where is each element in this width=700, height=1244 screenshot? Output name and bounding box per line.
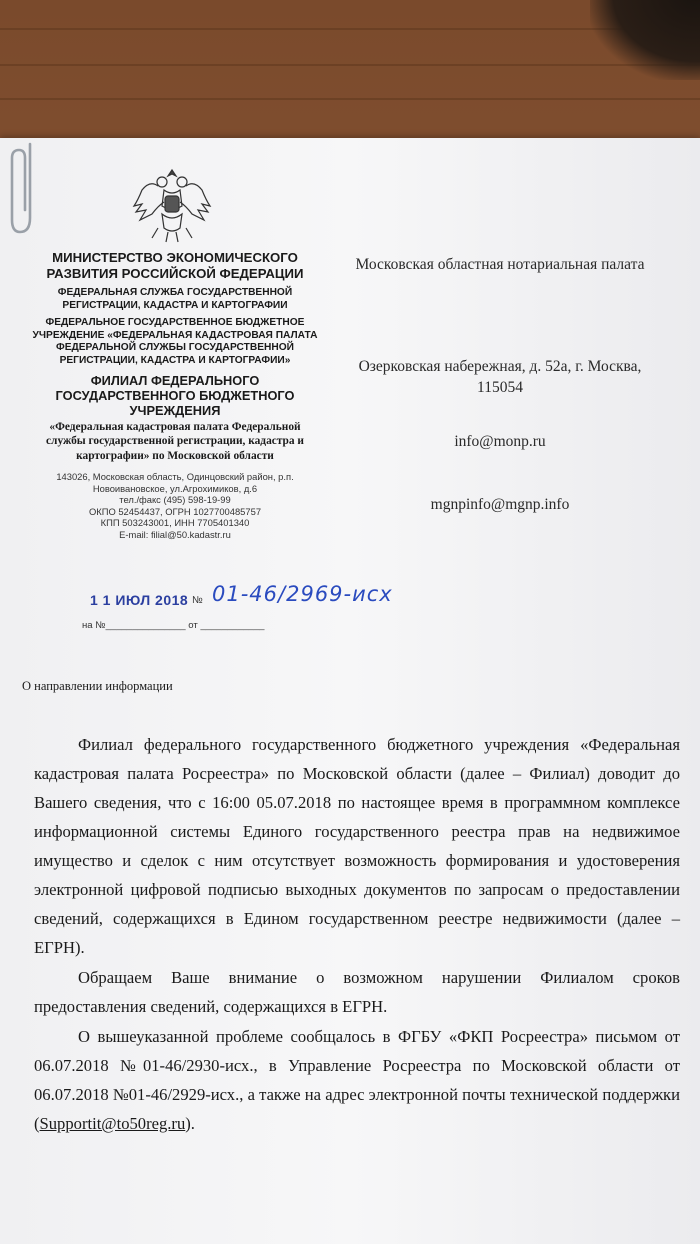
letterhead [30,250,320,541]
letter-body [34,730,680,1138]
recipient-name: Московская областная нотариальная палата [355,256,645,273]
recipient-email-1: info@monp.ru [454,433,546,450]
recipient-email-2: mgnpinfo@mgnp.info [430,496,570,513]
sender-email: E-mail: filial@50.kadastr.ru [119,529,231,541]
ministry-name: МИНИСТЕРСТВО ЭКОНОМИЧЕСКОГО РАЗВИТИЯ РОССИЙСКОЙ ФЕДЕРАЦИИ [46,250,304,281]
registration-stamp [90,582,430,620]
branch-title: ФИЛИАЛ ФЕДЕРАЛЬНОГО ГОСУДАРСТВЕННОГО БЮДЖЕТНОГО УЧРЕЖДЕНИЯ [55,372,295,418]
body-paragraph-2: Обращаем Ваше внимание о возможном нарушении Филиалом сроков предоставления сведений, содержащихся в ЕГРН. [34,968,680,1016]
body-paragraph-3-text: О вышеуказанной проблеме сообщалось в ФГБУ «ФКП Росреестра» письмом от 06.07.2018 №01-46/2930-исх., в Управление Росреестра по Московской области от 06.07.2018 №01-46/2929-исх., а также на адрес электронной почты технической поддержки ( [34,1027,680,1133]
service-name: ФЕДЕРАЛЬНАЯ СЛУЖБА ГОСУДАРСТВЕННОЙ РЕГИСТРАЦИИ, КАДАСТРА И КАРТОГРАФИИ [57,287,293,311]
sender-kpp: КПП 503243001, ИНН 7705401340 [100,517,250,529]
stamp-number-label: № [192,595,203,606]
sender-contacts [30,471,320,541]
body-paragraph-1: Филиал федерального государственного бюджетного учреждения «Федеральная кадастровая палата Росреестра» по Московской области (далее – Филиал) доводит до Вашего сведения, что с 16:00 05.07.2018 по настоящее время в программном комплексе информационной системы Единого государственного реестра прав на недвижимое имущество и сделок с ним отсутствует возможность формирования и удостоверения электронной цифровой подписью выходных документов по запросам о предоставлении сведений, содержащихся в Едином государственном реестре недвижимости (далее – ЕГРН). [34,735,680,957]
recipient-address: Озерковская набережная, д. 52а, г. Москва, 115054 [358,358,642,396]
background-object [590,0,700,80]
stamp-date: 1 1 ИЮЛ 2018 [90,592,189,608]
body-paragraph-3-end: ). [185,1114,195,1133]
paper-clip-icon [8,140,40,240]
handwritten-outgoing-number: 01-46/2969-исх [212,582,393,606]
sender-phone: тел./факс (495) 598-19-99 [119,494,231,506]
letter-subject: О направлении информации [22,679,173,693]
support-email-link[interactable]: Supportit@to50reg.ru [39,1114,186,1133]
branch-name: «Федеральная кадастровая палата Федеральной службы государственной регистрации, кадастра и картографии» по Московской области [46,420,304,462]
institution-name: ФЕДЕРАЛЬНОЕ ГОСУДАРСТВЕННОЕ БЮДЖЕТНОЕ УЧРЕЖДЕНИЕ «ФЕДЕРАЛЬНАЯ КАДАСТРОВАЯ ПАЛАТА ФЕДЕРАЛЬНОЙ СЛУЖБЫ ГОСУДАРСТВЕННОЙ РЕГИСТРАЦИИ, КАДАСТРА И КАРТОГРАФИИ» [32,317,318,366]
sender-okpo: ОКПО 52454437, ОГРН 1027700485757 [88,505,262,517]
coat-of-arms-icon [128,166,216,244]
sender-address: 143026, Московская область, Одинцовский район, р.п. Новоивановское, ул.Агрохимиков, д.6 [56,471,294,494]
reference-line: на №_______________ от ____________ [82,620,265,631]
body-paragraph-3 [34,1022,680,1138]
